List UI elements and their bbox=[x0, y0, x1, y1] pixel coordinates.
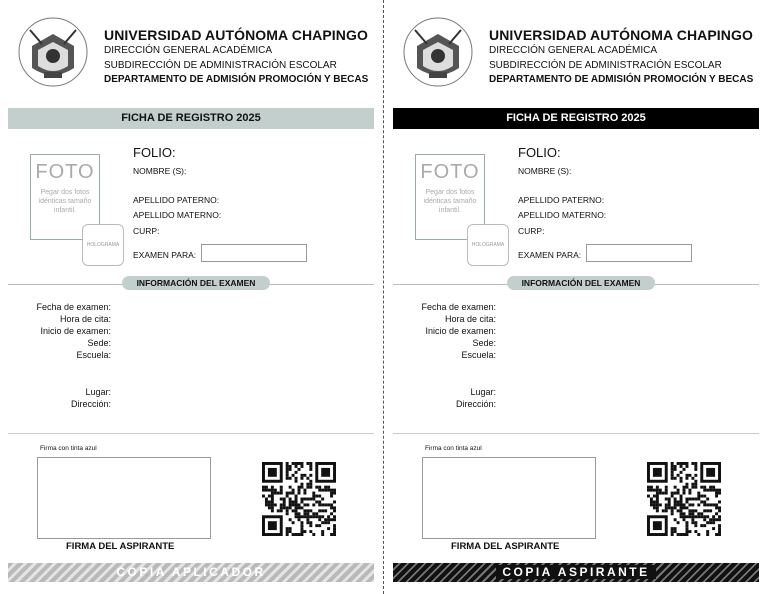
examen-para-field[interactable] bbox=[201, 244, 307, 262]
university-name: UNIVERSIDAD AUTÓNOMA CHAPINGO bbox=[104, 27, 368, 43]
qr-code bbox=[647, 462, 721, 536]
inicio-examen-label: Inicio de examen: bbox=[40, 326, 111, 336]
apellido-paterno-label: APELLIDO PATERNO: bbox=[518, 195, 605, 205]
examen-para-label: EXAMEN PARA: bbox=[518, 250, 582, 260]
sede-label: Sede: bbox=[472, 338, 496, 348]
copy-aspirante-panel bbox=[393, 0, 759, 594]
sede-label: Sede: bbox=[87, 338, 111, 348]
hologram-box: HOLOGRAMA bbox=[82, 224, 124, 266]
escuela-label: Escuela: bbox=[76, 350, 111, 360]
copy-label-text: COPIA ASPIRANTE bbox=[496, 565, 655, 579]
copy-label-footer bbox=[8, 563, 374, 582]
lugar-label: Lugar: bbox=[470, 387, 496, 397]
inicio-examen-label: Inicio de examen: bbox=[425, 326, 496, 336]
fecha-examen-label: Fecha de examen: bbox=[36, 302, 111, 312]
header-line-1: DIRECCIÓN GENERAL ACADÉMICA bbox=[104, 45, 272, 56]
header-line-3: DEPARTAMENTO DE ADMISIÓN PROMOCIÓN Y BECAS bbox=[104, 74, 369, 85]
hora-cita-label: Hora de cita: bbox=[59, 314, 111, 324]
hologram-box: HOLOGRAMA bbox=[467, 224, 509, 266]
signature-caption: Firma con tinta azul bbox=[425, 445, 482, 452]
nombre-label: NOMBRE (S): bbox=[133, 166, 187, 176]
header-line-3: DEPARTAMENTO DE ADMISIÓN PROMOCIÓN Y BECAS bbox=[489, 74, 754, 85]
exam-info-heading: INFORMACIÓN DEL EXAMEN bbox=[507, 276, 655, 290]
signature-box[interactable] bbox=[37, 457, 211, 539]
signature-divider bbox=[393, 433, 759, 434]
header-line-1: DIRECCIÓN GENERAL ACADÉMICA bbox=[489, 45, 657, 56]
copy-label-footer bbox=[393, 563, 759, 582]
form-title-band: FICHA DE REGISTRO 2025 bbox=[393, 108, 759, 129]
apellido-paterno-label: APELLIDO PATERNO: bbox=[133, 195, 220, 205]
university-logo bbox=[10, 10, 96, 98]
lugar-label: Lugar: bbox=[85, 387, 111, 397]
university-name: UNIVERSIDAD AUTÓNOMA CHAPINGO bbox=[489, 27, 753, 43]
signature-label: FIRMA DEL ASPIRANTE bbox=[451, 541, 560, 552]
direccion-label: Dirección: bbox=[70, 399, 111, 409]
qr-code bbox=[262, 462, 336, 536]
photo-title: FOTO bbox=[35, 161, 95, 183]
direccion-label: Dirección: bbox=[455, 399, 496, 409]
photo-hint: Pegar dos fotos idénticas tamaño infantil. bbox=[38, 189, 92, 214]
apellido-materno-label: APELLIDO MATERNO: bbox=[518, 210, 607, 220]
folio-label: FOLIO: bbox=[518, 145, 561, 160]
signature-caption: Firma con tinta azul bbox=[40, 445, 97, 452]
copy-label-text: COPIA APLICADOR bbox=[116, 565, 266, 579]
signature-label: FIRMA DEL ASPIRANTE bbox=[66, 541, 175, 552]
photo-hint: Pegar dos fotos idénticas tamaño infantil. bbox=[423, 189, 477, 214]
curp-label: CURP: bbox=[518, 226, 545, 236]
copy-aplicador-panel bbox=[8, 0, 374, 594]
university-logo bbox=[395, 10, 481, 98]
curp-label: CURP: bbox=[133, 226, 160, 236]
cut-line-divider bbox=[383, 0, 384, 594]
fecha-examen-label: Fecha de examen: bbox=[421, 302, 496, 312]
nombre-label: NOMBRE (S): bbox=[518, 166, 572, 176]
exam-info-heading: INFORMACIÓN DEL EXAMEN bbox=[122, 276, 270, 290]
apellido-materno-label: APELLIDO MATERNO: bbox=[133, 210, 222, 220]
signature-box[interactable] bbox=[422, 457, 596, 539]
photo-title: FOTO bbox=[420, 161, 480, 183]
escuela-label: Escuela: bbox=[461, 350, 496, 360]
examen-para-field[interactable] bbox=[586, 244, 692, 262]
examen-para-label: EXAMEN PARA: bbox=[133, 250, 197, 260]
header-line-2: SUBDIRECCIÓN DE ADMINISTRACIÓN ESCOLAR bbox=[104, 60, 337, 71]
header-line-2: SUBDIRECCIÓN DE ADMINISTRACIÓN ESCOLAR bbox=[489, 60, 722, 71]
hora-cita-label: Hora de cita: bbox=[444, 314, 496, 324]
folio-label: FOLIO: bbox=[133, 145, 176, 160]
signature-divider bbox=[8, 433, 374, 434]
form-title-band: FICHA DE REGISTRO 2025 bbox=[8, 108, 374, 129]
